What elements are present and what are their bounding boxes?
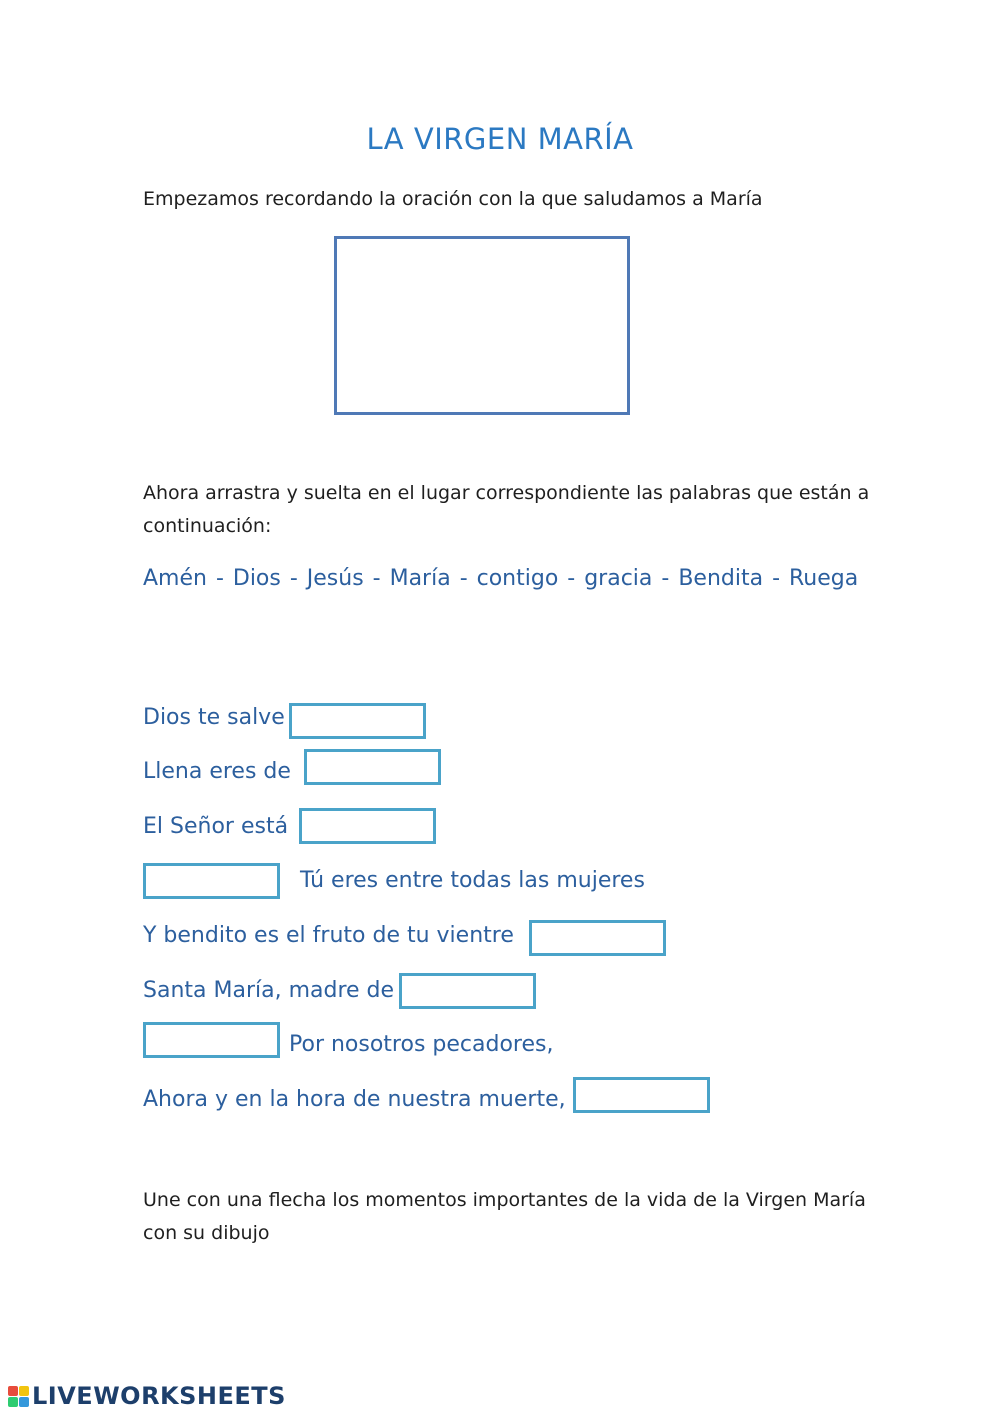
prayer-line-7: Por nosotros pecadores, (289, 1032, 554, 1057)
closing-line-1: Une con una flecha los momentos importantes de la vida de la Virgen María (143, 1189, 866, 1211)
drop-zone-5[interactable] (529, 920, 666, 956)
prayer-line-1: Dios te salve (143, 705, 285, 730)
instruction-line-2: continuación: (143, 515, 272, 537)
drop-zone-6[interactable] (399, 973, 536, 1009)
drop-zone-1[interactable] (289, 703, 426, 739)
prayer-line-3: El Señor está (143, 814, 289, 839)
word-bank: Amén - Dios - Jesús - María - contigo - gracia - Bendita - Ruega (143, 566, 859, 591)
prayer-line-6: Santa María, madre de (143, 978, 395, 1003)
prayer-line-5: Y bendito es el fruto de tu vientre (143, 923, 514, 948)
brand-name: LIVEWORKSHEETS (32, 1382, 286, 1410)
intro-text: Empezamos recordando la oración con la que saludamos a María (143, 188, 763, 210)
drop-zone-4[interactable] (143, 863, 280, 899)
page-title: LA VIRGEN MARÍA (366, 122, 634, 156)
instruction-line-1: Ahora arrastra y suelta en el lugar correspondiente las palabras que están a (143, 482, 870, 504)
prayer-line-2: Llena eres de (143, 759, 291, 784)
prayer-line-8: Ahora y en la hora de nuestra muerte, (143, 1087, 566, 1112)
closing-line-2: con su dibujo (143, 1222, 270, 1244)
prayer-image-box (334, 236, 630, 415)
liveworksheets-logo-icon (8, 1386, 29, 1407)
drop-zone-8[interactable] (573, 1077, 710, 1113)
drop-zone-7[interactable] (143, 1022, 280, 1058)
drop-zone-3[interactable] (299, 808, 436, 844)
prayer-line-4: Tú eres entre todas las mujeres (300, 868, 645, 893)
footer-brand (8, 1381, 286, 1411)
drop-zone-2[interactable] (304, 749, 441, 785)
